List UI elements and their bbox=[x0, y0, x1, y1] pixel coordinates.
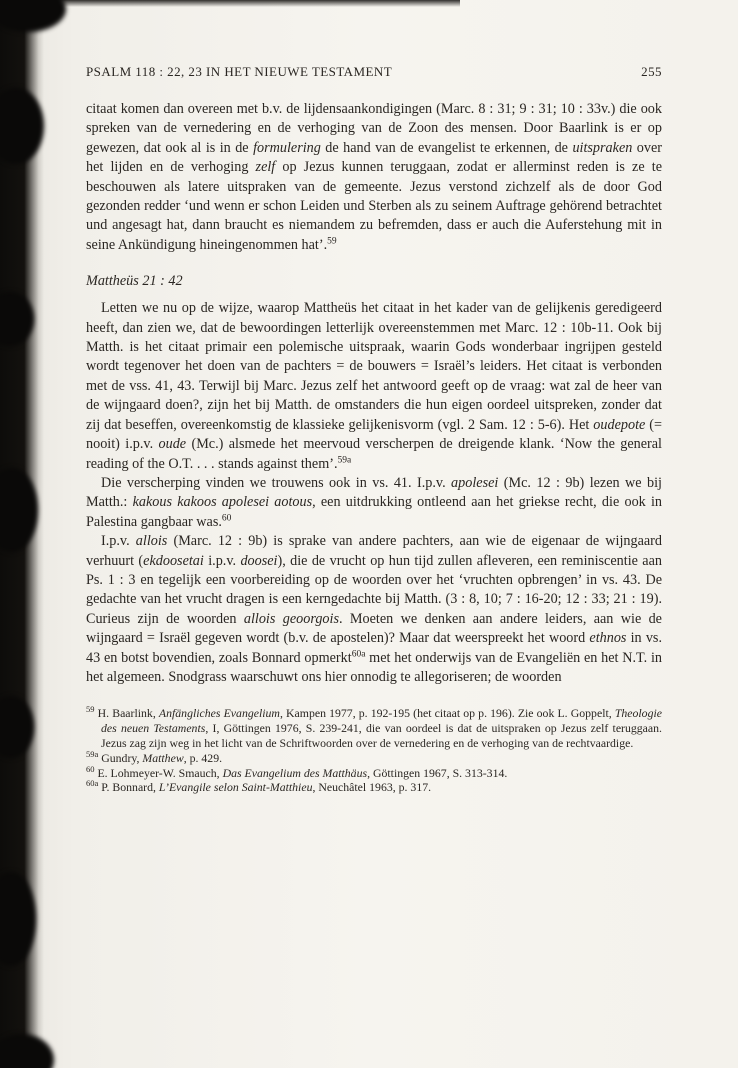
section-heading: Mattheüs 21 : 42 bbox=[86, 273, 183, 290]
scan-artifact bbox=[0, 0, 66, 32]
footnote-60a: $^{60a}$ P. Bonnard, L’Evangile selon Saint-Matthieu, Neuchâtel 1963, p. 317. bbox=[86, 778, 432, 795]
page-content bbox=[86, 64, 662, 795]
footnote-59: $^{59}$ H. Baarlink, Anfängliches Evangelium, Kampen 1977, p. 192-195 (het citaat op p. 196). Zie ook L. Goppelt, Theologie des neuen Testaments, I, Göttingen 1976, S. 239-241, die van oordeel is dat de uitspraken op Jezus zelf teruggaan. Jezus zag zijn weg in het licht van de Schriftwoorden over de vernedering en de verhoging van de rechtvaardige. bbox=[86, 704, 662, 750]
scan-artifact bbox=[0, 1034, 54, 1068]
body-paragraph-1: citaat komen dan overeen met b.v. de lijdensaankondigingen (Marc. 8 : 31; 9 : 31; 10 : 33v.) die ook spreken van de vernedering en de verhoging van de Zoon des mensen. Door Baarlink is er op gewezen, dat ook al is in de formulering de hand van de evangelist te erkennen, de uitspraken over het lijden en de verhoging zelf op Jezus kunnen teruggaan, zodat er allerminst reden is ze te beschouwen als latere uitspraken van de gemeente. Jezus verstond zichzelf als de door God gezonden redder ‘und wenn er schon Leiden und Sterben als zu seinem Auftrage gehörend betrachtet und angesagt hat, dann braucht es niemandem zu befremden, dass er auch die Auferstehung mit in seine Ankündigung hineingenommen hat’.$^{59}$ bbox=[86, 101, 663, 253]
footnote-59a: $^{59a}$ Gundry, Matthew, p. 429. bbox=[86, 748, 223, 765]
body-paragraph-4: I.p.v. allois (Marc. 12 : 9b) is sprake van andere pachters, aan wie de eigenaar de wijngaard verhuurt (ekdoosetai i.p.v. doosei), die de vrucht op hun tijd zullen afleveren, een reminiscentie aan Ps. 1 : 3 en tegelijk een voorbereiding op de woorden over het ‘vruchten opbrengen’ in vs. 43. De gedachte van het vrucht dragen is een kerngedachte bij Matth. (3 : 8, 10; 7 : 16-20; 12 : 33; 21 : 19). Curieus zijn de woorden allois geoorgois. Moeten we denken aan andere leiders, aan wie de wijngaard = Israël gegeven wordt (b.v. de apostelen)? Maar dat weerspreekt het woord ethnos in vs. 43 en botst bovendien, zoals Bonnard opmerkt$^{60a}$ met het onderwijs van de Evangeliën en het N.T. in het algemeen. Snodgrass waarschuwt ons hier onnodig te allegoriseren; de woorden bbox=[86, 533, 662, 685]
body-paragraph-3: Die verscherping vinden we trouwens ook in vs. 41. I.p.v. apolesei (Mc. 12 : 9b) lezen we bij Matth.: kakous kakoos apolesei aotous, een uitdrukking ontleend aan het griekse recht, die ook in Palestina gangbaar was.$^{60}$ bbox=[86, 474, 662, 530]
page-number: 255 bbox=[641, 64, 662, 79]
body-paragraph-2: Letten we nu op de wijze, waarop Mattheüs het citaat in het kader van de gelijkenis geredigeerd heeft, dan zien we, dat de bewoordingen letterlijk overeenstemmen met Marc. 12 : 10b-11. Ook bij Matth. is het citaat primair een polemische uitspraak, waarin Gods wonderbaar ingrijpen gesteld wordt tegenover het doen van de pachters = de bouwers = Israël’s leiders. Het citaat is verbonden met de vss. 41, 43. Terwijl bij Marc. Jezus zelf het antwoord geeft op de vraag: wat zal de heer van de wijngaard doen?, zijn het bij Matth. de omstanders die hun eigen oordeel uitspreken, zonder dat zij dat beseffen, overeenkomstig de klassieke gelijkenisvorm (vgl. 2 Sam. 12 : 5-6). Het oudepote (= nooit) i.p.v. oude (Mc.) alsmede het meervoud verscherpen de dreigende klank. ‘Now the general reading of the O.T. . . . stands against them’.$^{59a}$ bbox=[86, 300, 662, 472]
footnotes-section bbox=[86, 706, 662, 795]
scan-edge-top bbox=[0, 0, 460, 7]
running-title: PSALM 118 : 22, 23 IN HET NIEUWE TESTAMENT bbox=[86, 64, 393, 79]
page-header bbox=[86, 64, 662, 80]
footnote-60: $^{60}$ E. Lohmeyer-W. Smauch, Das Evangelium des Matthäus, Göttingen 1967, S. 313-314. bbox=[86, 763, 508, 780]
